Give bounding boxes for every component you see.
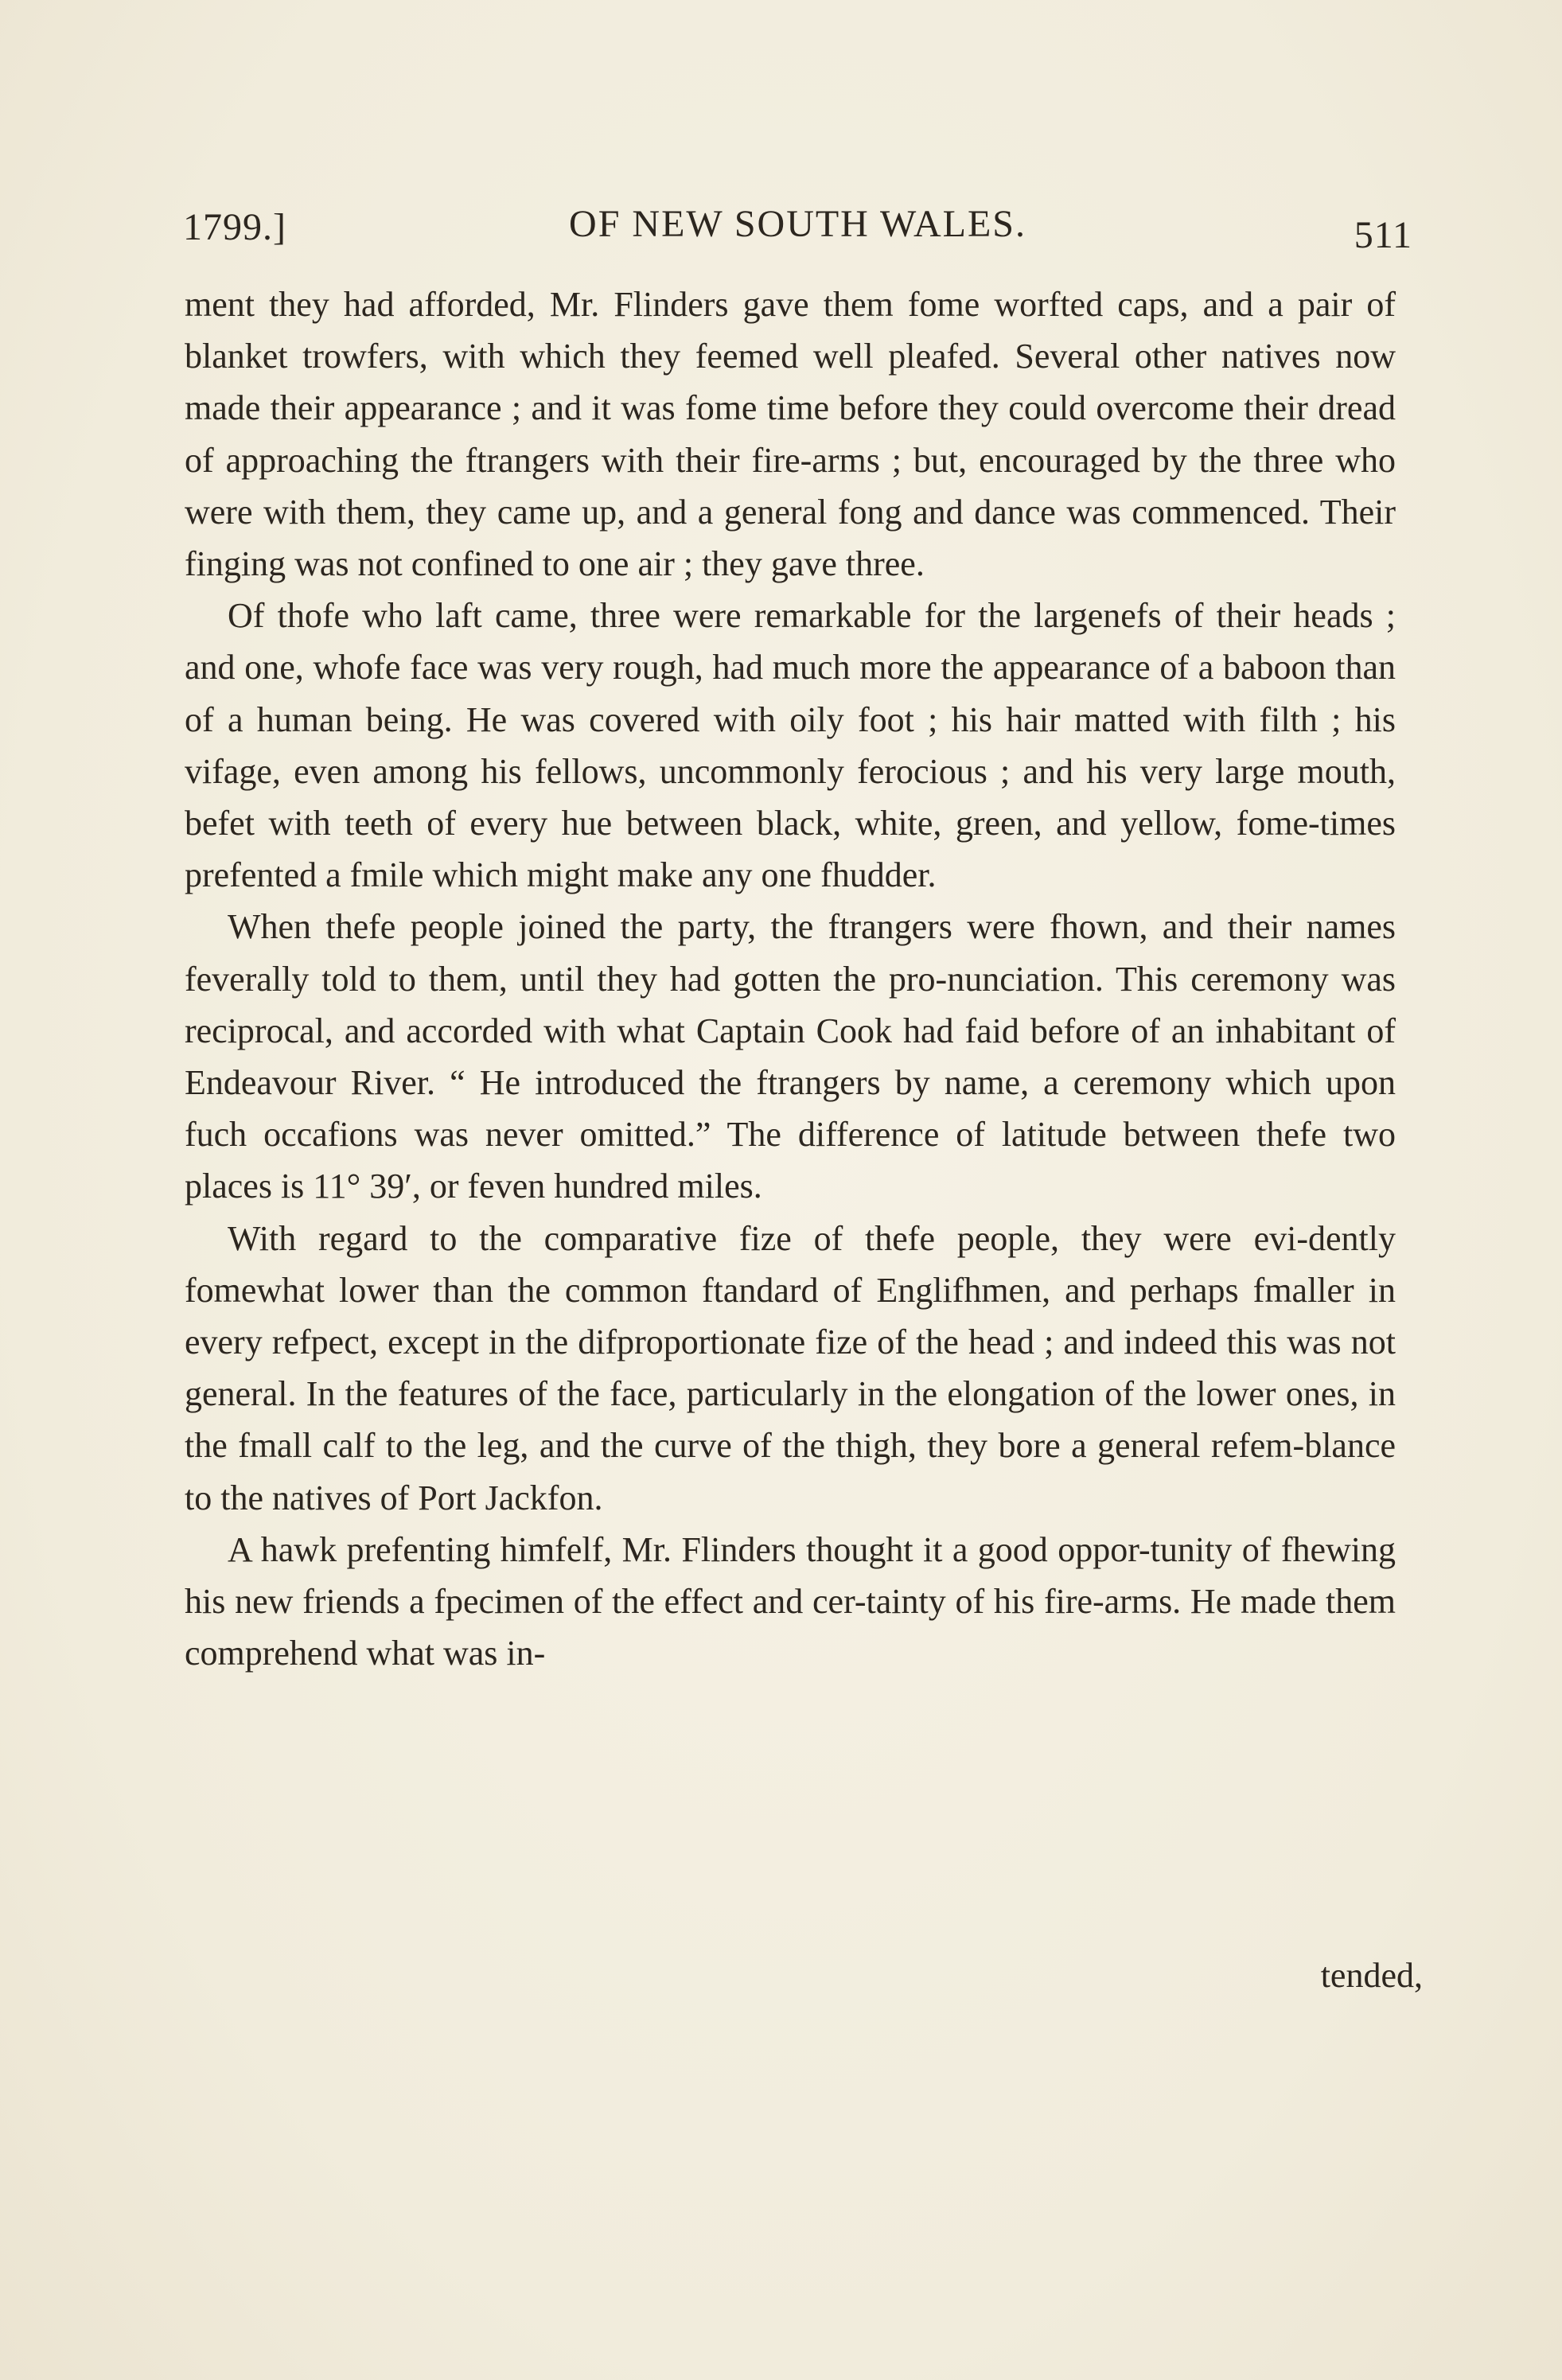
paragraph: When thefe people joined the party, the ftrangers were fhown, and their names feverally told to them, until they had gotten the pro-nunciation. This ceremony was reciprocal, and accorded with what Captain Cook had faid before of an inhabitant of Endeavour River. “ He introduced the ftrangers by name, a ceremony which upon fuch occafions was never omitted.” The difference of latitude between thefe two places is 11° 39′, or feven hundred miles. [185,907,1396,1206]
running-head-title: OF NEW SOUTH WALES. [569,203,1026,245]
catchword: tended, [1320,1956,1423,1995]
body-text [185,279,1396,1679]
page-number: 511 [1354,214,1412,256]
paragraph-continued: ment they had afforded, Mr. Flinders gave them fome worfted caps, and a pair of blanket trowfers, with which they feemed well pleafed. Several other natives now made their appearance ; and it was fome time before they could overcome their dread of approaching the ftrangers with their fire-arms ; but, encouraged by the three who were with them, they came up, and a general fong and dance was commenced. Their finging was not confined to one air ; they gave three. [185,285,1396,584]
paragraph: A hawk prefenting himfelf, Mr. Flinders thought it a good oppor-tunity of fhewing his new friends a fpecimen of the effect and cer-tainty of his fire-arms. He made them comprehend what was in- [185,1529,1396,1673]
paragraph: With regard to the comparative fize of thefe people, they were evi-dently fomewhat lower than the common ftandard of Englifhmen, and perhaps fmaller in every refpect, except in the difproportionate fize of the head ; and indeed this was not general. In the features of the face, particularly in the elongation of the lower ones, in the fmall calf to the leg, and the curve of the thigh, they bore a general refem-blance to the natives of Port Jackfon. [185,1218,1396,1517]
running-head [183,197,1412,261]
paragraph: Of thofe who laft came, three were remarkable for the largenefs of their heads ; and one, whofe face was very rough, had much more the appearance of a baboon than of a human being. He was covered with oily foot ; his hair matted with filth ; his vifage, even among his fellows, uncommonly ferocious ; and his very large mouth, befet with teeth of every hue between black, white, green, and yellow, fome-times prefented a fmile which might make any one fhudder. [185,596,1396,895]
running-head-year: 1799.] [183,206,286,248]
